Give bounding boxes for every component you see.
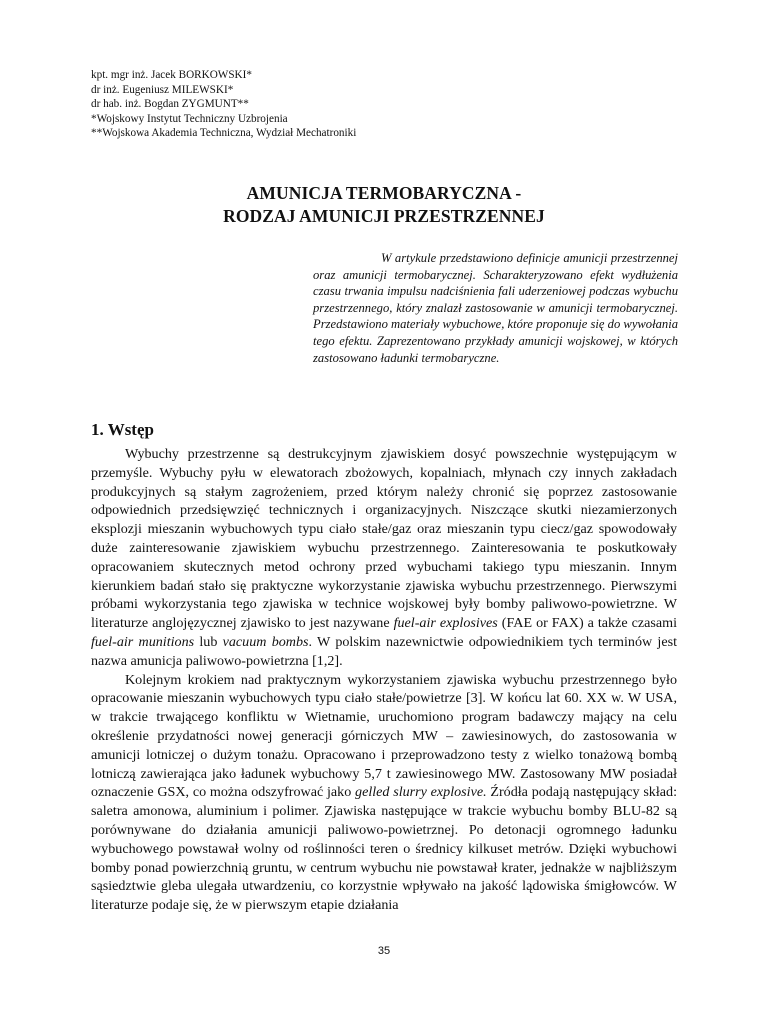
text-run: . W polskim nazewnictwie odpowiednikiem tych terminów jest nazwa amunicja paliwowo-powietrzna [1,2]. (91, 633, 677, 669)
abstract (313, 250, 678, 366)
section-body (91, 445, 677, 915)
italic-term: fuel-air munitions (91, 633, 195, 650)
title-line-2: RODZAJ AMUNICJI PRZESTRZENNEJ (223, 206, 545, 226)
paragraph-2 (91, 671, 677, 915)
author-line: dr hab. inż. Bogdan ZYGMUNT** (91, 98, 249, 111)
author-line: kpt. mgr inż. Jacek BORKOWSKI* (91, 69, 252, 81)
author-affiliations (91, 68, 511, 141)
page-number: 35 (377, 945, 391, 957)
text-run: Kolejnym krokiem nad praktycznym wykorzystaniem zjawiska wybuchu przestrzennego było opracowanie mieszanin wybuchowych typu ciało stałe/powietrze [3]. W końcu lat 60. XX w. W USA, w trakcie trwającego konfliktu w Wietnamie, uruchomiono program badawczy mający na celu określenie przydatności nowej generacji górniczych MW – zawiesinowych, do zastosowania w amunicji lotniczej o dużym tonażu. Opracowano i przeprowadzono testy z wielko tonażową bombą lotniczą zawierająca jako ładunek wybuchowy 5,7 t zawiesinowego MW. Zastosowany MW posiadał oznaczenie GSX, co można odszyfrować jako (91, 671, 677, 801)
author-line: dr inż. Eugeniusz MILEWSKI* (91, 83, 234, 96)
paragraph-1 (91, 445, 677, 671)
title-line-1: AMUNICJA TERMOBARYCZNA - (246, 183, 522, 203)
article-title (91, 182, 677, 228)
abstract-text: W artykule przedstawiono definicje amunicji przestrzennej oraz amunicji termobarycznej. Scharakteryzowano efekt wydłużenia czasu trwania impulsu nadciśnienia fali uderzeniowej podczas wybuchu przestrzennego, który znalazł zastosowanie w amunicji termobarycznej. Przedstawiono materiały wybuchowe, które proponuje się do wywołania tego efektu. Zaprezentowano przykłady amunicji wojskowej, w których zastosowano ładunki termobaryczne. (313, 251, 678, 365)
text-run: (FAE or FAX) a także czasami (497, 615, 678, 632)
italic-term: gelled slurry explosive. (355, 784, 487, 801)
text-run: Źródła podają następujący skład: saletra amonowa, aluminium i polimer. Zjawiska następujące w trakcie wybuchu bomby BLU-82 są porównywane do działania amunicji paliwowo-powietrznej. Po detonacji ogromnego ładunku wybuchowego powstawał wolny od roślinności teren o średnicy kilkuset metrów. Dzięki wybuchowi bomby ponad powierzchnią gruntu, w centrum wybuchu nie powstawał krater, jednakże w najbliższym sąsiedztwie gleba ulegała utwardzeniu, co korzystnie wpływało na jakość lądowiska śmigłowców. W literaturze podaje się, że w pierwszym etapie działania (91, 784, 677, 914)
text-run: Wybuchy przestrzenne są destrukcyjnym zjawiskiem dosyć powszechnie występującym w przemyśle. Wybuchy pyłu w elewatorach zbożowych, kopalniach, młynach czy innych zakładach produkcyjnych są stałym zagrożeniem, przed którym należy chronić się poprzez zastosowanie odpowiednich przedsięwzięć technicznych i organizacyjnych. Niszczące skutki niezamierzonych eksplozji mieszanin wybuchowych typu ciało stałe/gaz oraz mieszanin typu ciecz/gaz spowodowały duże zainteresowanie zjawiskiem wybuchu przestrzennego. Zainteresowania te poskutkowały opracowaniem skutecznych metod ochrony przed wybuchami takiego typu mieszanin. Innym kierunkiem badań stało się praktyczne wykorzystanie zjawiska wybuchu przestrzennego. Pierwszymi próbami wykorzystania tego zjawiska w technice wojskowej były bomby paliwowo-powietrzne. W literaturze anglojęzycznej zjawisko to jest nazywane (91, 446, 677, 632)
italic-term: vacuum bombs (222, 633, 309, 650)
section-heading: 1. Wstęp (91, 420, 154, 439)
affiliation-line: *Wojskowy Instytut Techniczny Uzbrojenia (91, 112, 288, 125)
italic-term: fuel-air explosives (393, 615, 498, 632)
affiliation-line: **Wojskowa Akademia Techniczna, Wydział Mechatroniki (91, 127, 357, 140)
text-run: lub (194, 633, 223, 650)
